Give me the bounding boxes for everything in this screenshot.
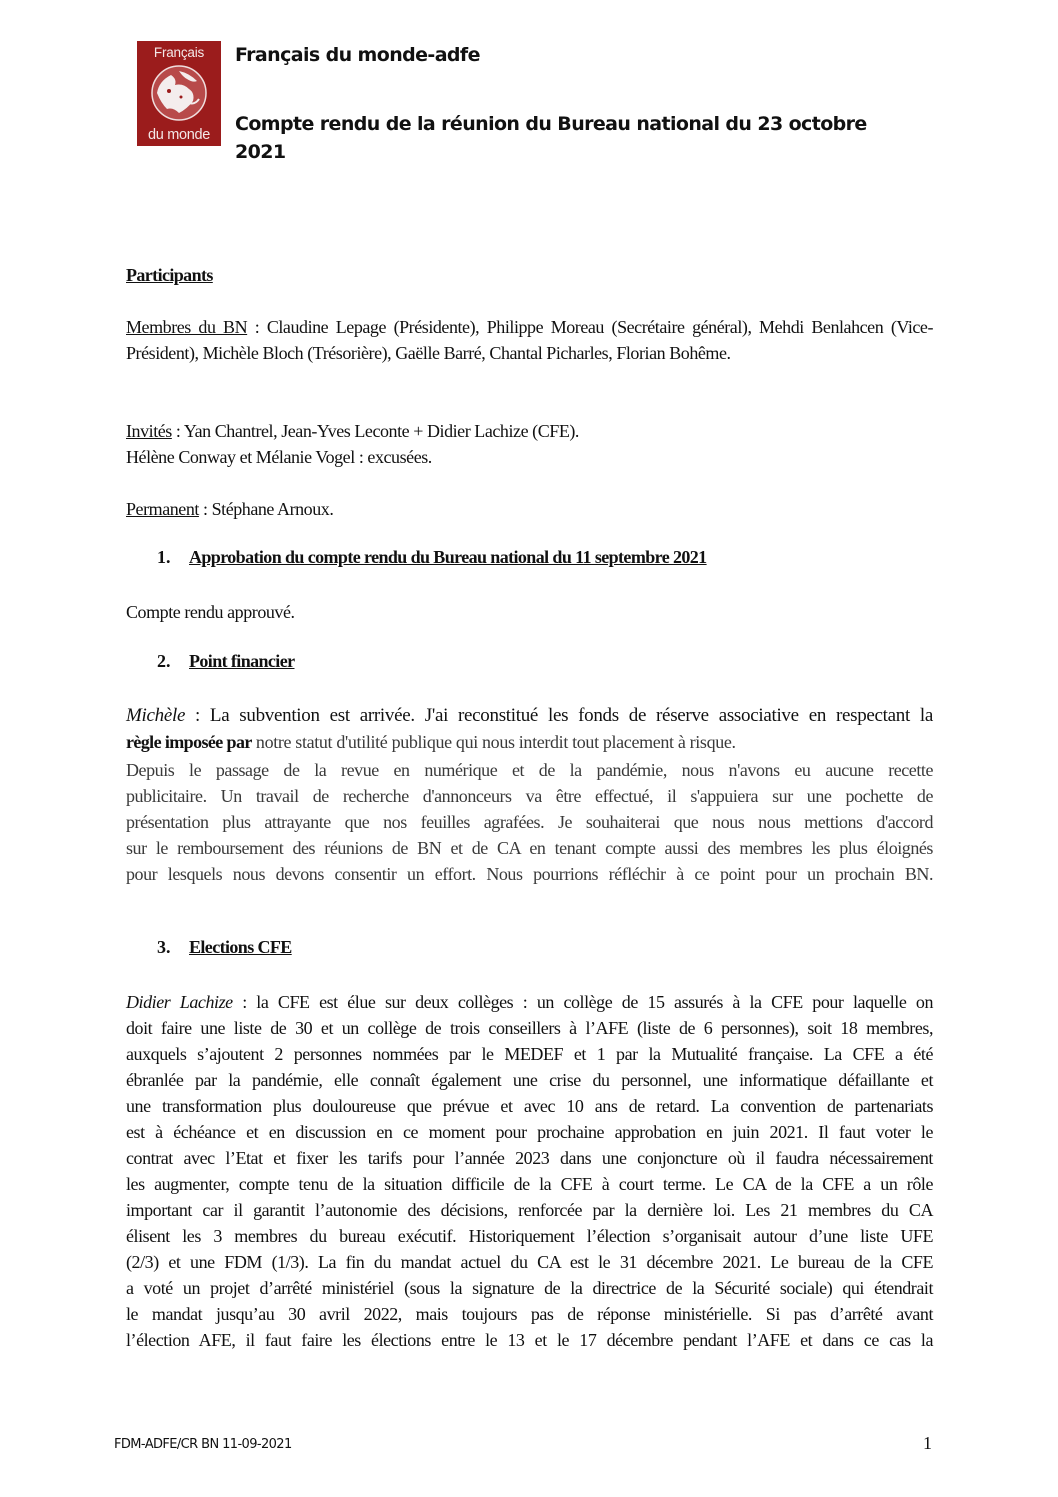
section-2-title: Point financier	[189, 651, 295, 671]
section-1-heading: 1. Approbation du compte rendu du Bureau national du 11 septembre 2021	[157, 547, 707, 567]
section-3-heading: 3. Elections CFE	[157, 937, 292, 957]
board-members-list: : Claudine Lepage (Présidente), Philippe Moreau (Secrétaire général), Mehdi Benlahcen (Vice-Président), Michèle Bloch (Trésorière), Gaëlle Barré, Chantal Picharles, Florian Bohême.	[126, 317, 934, 363]
guests-label: Invités	[126, 421, 172, 441]
guests-list: : Yan Chantrel, Jean-Yves Leconte + Didier Lachize (CFE).	[171, 421, 579, 441]
permanent-paragraph	[126, 496, 933, 522]
organization-name: Français du monde-adfe	[235, 44, 480, 66]
document-title: Compte rendu de la réunion du Bureau national du 23 octobre 2021	[235, 113, 867, 163]
board-members-label: Membres du BN	[126, 317, 248, 337]
board-members-paragraph	[126, 314, 933, 366]
page-number: 1	[923, 1433, 932, 1453]
footer-reference: FDM-ADFE/CR BN 11-09-2021	[114, 1437, 292, 1452]
speaker-didier-lachize: Didier Lachize	[126, 992, 233, 1012]
section-2-intro: Michèle : La subvention est arrivée. J'ai reconstitué les fonds de réserve associative en respectant la règle imposée par notre statut d'utilité publique qui nous interdit tout placement à risque.	[126, 705, 933, 752]
permanent-name: : Stéphane Arnoux.	[198, 499, 334, 519]
section-3-title: Elections CFE	[189, 937, 292, 957]
section-1-title: Approbation du compte rendu du Bureau national du 11 septembre 2021	[189, 547, 707, 567]
logo-top-text: Français	[153, 45, 205, 60]
organization-logo	[137, 41, 221, 146]
section-3-body: Didier Lachize : la CFE est élue sur deux collèges : un collège de 15 assurés à la CFE pour laquelle on doit faire une liste de 30 et un collège de trois conseillers à l’AFE (liste de 6 personnes), soit 18 membres, auxquels s’ajoutent 2 personnes nommées par le MEDEF et 1 par la Mutualité française. La CFE a été ébranlée par la pandémie, elle connaît également une crise du personnel, une informatique défaillante et une transformation plus douloureuse que prévue et avec 10 ans de retard. La convention de partenariats est à échéance et en discussion en ce moment pour prochaine approbation en juin 2021. Il faut voter le contrat avec l’Etat et fixer les tarifs pour l’année 2023 dans une conjoncture où il faudra nécessairement les augmenter, compte tenu de la situation difficile de la CFE à court terme. Le CA de la CFE a un rôle important car il garantit l’autonomie des décisions, renforcée par la dernière loi. Les 21 membres du CA élisent les 3 membres du bureau exécutif. Historiquement l’élection s’organisait autour d’une liste UFE (2/3) et une FDM (1/3). La fin du mandat actuel du CA est le 31 décembre 2021. Le bureau de la CFE a voté un projet d’arrêté ministériel (sous la signature de la directrice de la Sécurité sociale) qui étendrait le mandat jusqu’au 30 avril 2022, mais toujours pas de réponse ministérielle. Si pas d’arrêté avant l’élection AFE, il faut faire les élections entre le 13 et le 17 décembre pendant l’AFE et dans ce cas la	[126, 992, 933, 1350]
participants-heading: Participants	[126, 265, 213, 285]
logo-bottom-text: du monde	[147, 127, 211, 143]
guests-paragraph	[126, 418, 933, 470]
globe-icon	[149, 63, 209, 123]
section-1-body: Compte rendu approuvé.	[126, 602, 295, 622]
speaker-michele: Michèle	[126, 705, 186, 726]
section-2-paragraph: Depuis le passage de la revue en numérique et de la pandémie, nous n'avons eu aucune recette publicitaire. Un travail de recherche d'annonceurs va être effectué, il s'appuiera sur une pochette de présentation plus attrayante que nos feuilles agrafées. Je souhaiterai que nous nous mettions d'accord sur le remboursement des réunions de BN et de CA en tenant compte aussi des membres les plus éloignés pour lesquels nous devons consentir un effort. Nous pourrions réfléchir à ce point pour un prochain BN.	[126, 760, 933, 884]
section-2-heading: 2. Point financier	[157, 651, 295, 671]
permanent-label: Permanent	[126, 499, 199, 519]
excused-text: Hélène Conway et Mélanie Vogel : excusées.	[126, 447, 432, 467]
